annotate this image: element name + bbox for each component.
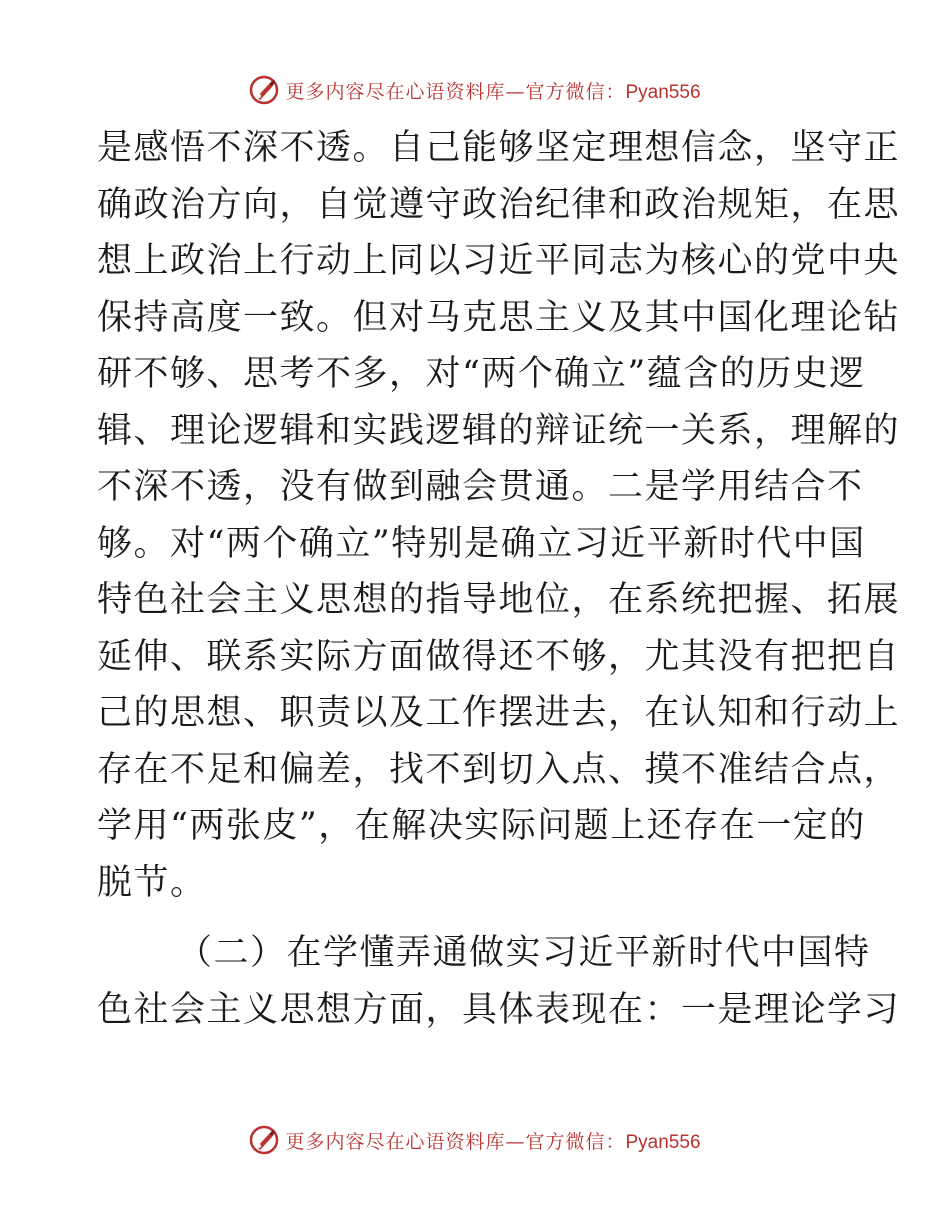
text-line: 想上政治上行动上同以习近平同志为核心的党中央 [97, 241, 901, 281]
text-line: 己的思想、职责以及工作摆进去，在认知和行动上 [97, 693, 901, 733]
text-line: （二）在学懂弄通做实习近平新时代中国特 [177, 933, 871, 973]
text-line: 够。对“两个确立”特别是确立习近平新时代中国 [97, 523, 866, 564]
fountain-pen-logo-icon [249, 1125, 279, 1155]
text-line: 存在不足和偏差，找不到切入点、摸不准结合点， [97, 749, 901, 790]
text-line: 色社会主义思想方面，具体表现在：一是理论学习 [97, 989, 901, 1030]
text-line: 脱节。 [97, 862, 207, 903]
watermark-text: 更多内容尽在心语资料库—官方微信：Pyan556 [285, 1130, 701, 1153]
paragraph-spacer [97, 911, 857, 925]
text-line: 是感悟不深不透。自己能够坚定理想信念，坚守正 [97, 128, 901, 168]
footer-watermark [0, 1120, 950, 1160]
text-line: 辑、理论逻辑和实践逻辑的辩证统一关系，理解的 [97, 410, 901, 451]
watermark-text: 更多内容尽在心语资料库—官方微信：Pyan556 [285, 80, 701, 103]
text-line: 特色社会主义思想的指导地位，在系统把握、拓展 [97, 580, 901, 620]
text-line: 保持高度一致。但对马克思主义及其中国化理论钻 [97, 297, 901, 338]
header-watermark [0, 70, 950, 110]
text-line: 延伸、联系实际方面做得还不够，尤其没有把把自 [97, 636, 901, 677]
document-body [97, 120, 901, 1038]
text-line: 研不够、思考不多，对“两个确立”蕴含的历史逻 [97, 354, 866, 394]
paragraph-2 [97, 925, 901, 1038]
text-line: 确政治方向，自觉遵守政治纪律和政治规矩，在思 [97, 184, 901, 225]
text-line: 学用“两张皮”，在解决实际问题上还存在一定的 [97, 806, 866, 846]
fountain-pen-logo-icon [249, 75, 279, 105]
text-line: 不深不透，没有做到融会贯通。二是学用结合不 [97, 467, 864, 507]
paragraph-1 [97, 120, 901, 911]
